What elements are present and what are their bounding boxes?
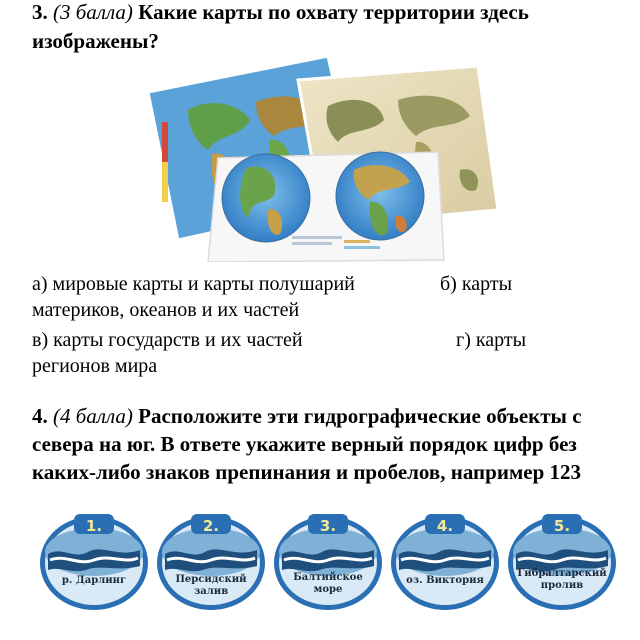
object-card bbox=[506, 514, 618, 612]
hydro-objects bbox=[38, 514, 618, 614]
object-card bbox=[272, 514, 384, 612]
option-b-end: материков, океанов и их частей bbox=[32, 299, 300, 321]
object-number: 2. bbox=[202, 517, 220, 535]
object-number: 3. bbox=[319, 517, 337, 535]
option-a: а) мировые карты и карты полушарий bbox=[32, 273, 355, 295]
object-number: 4. bbox=[436, 517, 454, 535]
maps-illustration bbox=[148, 50, 498, 262]
object-number: 1. bbox=[85, 517, 103, 535]
object-label: Балтийское море bbox=[293, 572, 363, 595]
object-label: р. Дарлинг bbox=[61, 575, 127, 586]
answer-row-4 bbox=[32, 354, 612, 379]
object-card bbox=[155, 514, 267, 612]
question-4-title bbox=[32, 402, 612, 486]
object-number: 5. bbox=[553, 517, 571, 535]
question-3-text: Какие карты по охвату территории здесь изображены? bbox=[32, 0, 529, 53]
question-3-title bbox=[32, 0, 612, 56]
question-4-points: (4 балла) bbox=[53, 404, 133, 428]
object-label: Гибралтарский пролив bbox=[517, 568, 607, 591]
object-label: оз. Виктория bbox=[406, 575, 484, 586]
answer-row-3 bbox=[32, 328, 612, 353]
question-3-number: 3. bbox=[32, 0, 48, 24]
question-4-text: Расположите эти гидрографические объекты с севера на юг. В ответе укажите верный порядок цифр без каких-либо знаков препинания и пробелов, например 123 bbox=[32, 404, 582, 484]
hemispheres-map-icon bbox=[208, 152, 444, 262]
answer-row-1 bbox=[32, 272, 612, 297]
option-b-start: б) карты bbox=[440, 273, 513, 295]
option-v: в) карты государств и их частей bbox=[32, 329, 303, 351]
question-3-points: (3 балла) bbox=[53, 0, 133, 24]
object-card bbox=[38, 514, 150, 612]
object-label: Персидский залив bbox=[175, 574, 247, 597]
option-g-end: регионов мира bbox=[32, 355, 158, 377]
answer-row-2 bbox=[32, 298, 612, 323]
object-card bbox=[389, 514, 501, 612]
option-g-start: г) карты bbox=[456, 329, 527, 351]
question-4-number: 4. bbox=[32, 404, 48, 428]
